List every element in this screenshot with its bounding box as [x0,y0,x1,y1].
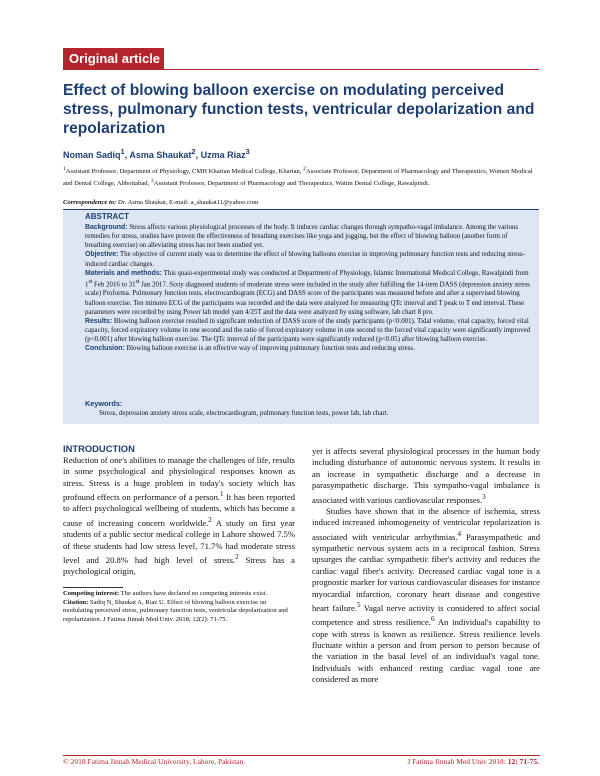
affil-mark: 2 [303,166,306,172]
abstract-conclusion [85,344,533,353]
abstract-methods [85,269,533,317]
author-affil-mark: 1 [120,147,125,156]
body-text: Vagal nerve activity is considered to affect social competence and stress resilience. [312,602,540,628]
abstract-results [85,317,533,344]
section-text: Feb 2016 to 31 [92,281,136,289]
keywords-label: Keywords: [85,399,123,408]
badge-rule [164,69,539,70]
affil-text: Assistant Professor, Department of Pharmacology and Therapeutics, Watim Dental College, Rawalpindi. [153,179,430,187]
section-label: Background: [85,224,128,231]
section-text: Blowing balloon exercise is an effective way of improving pulmonary function tests and reducing stress. [124,345,415,353]
correspondence [63,199,543,208]
introduction-heading: INTRODUCTION [63,443,135,454]
section-label: Conclusion: [85,345,125,353]
ordinal-suffix: st [88,278,93,285]
affil-mark: 3 [150,177,154,184]
section-label: Objective: [85,251,119,259]
section-text: Stress affects various physiological processes of the body. It induces cardiac changes through sympatho-vagal imbalance. Among the various remedies for stress, studies have proven the effectiveness of breathing exercises like yoga and jogging, but the effect of blowing balloon (another form of breathing exercise) on alleviating stress has not been studied yet. [85,224,519,250]
intro-paragraph [63,455,295,578]
section-text: Blowing balloon exercise resulted in significant reduction of DASS score of the study participants (p<0.001). Tidal volume, vital capacity, forced vital capacity, forced expiratory volume in one second and the ratio of forced expiratory volume in one second to the forced vital capacity were significantly improved (p<0.001) after blowing balloon exercise. The QTc interval of the participants were significantly reduced (p<0.05) after blowing balloon exercise. [85,317,531,344]
citation-ref: 3 [482,492,486,501]
section-text: This quasi-experimental study was conducted at Department of Physiology, Islamic International Medical College, Rawalpindi from 1 [85,269,529,289]
author-name: Uzma Riaz [200,150,246,160]
journal-name: J Fatima Jinnah Med Univ 2018: [407,757,508,766]
footnote-divider [63,587,123,588]
section-text: The objective of current study was to determine the effect of blowing balloons exercise in improving pulmonary function tests and reducing stress-induced cardiac changes. [85,251,525,268]
footnotes [63,590,295,624]
article-title: Effect of blowing balloon exercise on modulating perceived stress, pulmonary function tests, ventricular depolarization and repolarization [63,82,535,137]
section-label: Materials and methods: [85,269,162,277]
body-text: An individual's capability to cope with stress is known as resilience. Stress resilience levels fluctuate within a person and from person to person because of the variation in the basal level of an individual's vagal tone. Individuals with enhanced resting cardiac vagal tone are considered as more [312,617,540,685]
section-label: Results: [85,317,113,325]
volume-pages: 12: 71-75. [507,757,539,766]
footer-divider [63,755,540,756]
abstract-background [85,223,533,250]
ordinal-suffix: st [135,278,140,285]
author-name: Noman Sadiq [63,150,121,160]
affiliations [63,165,543,188]
body-text: Studies have shown that in the absence of ischemia, stress induced increased inhomogeneity of ventricular repolarization is associated with ventricular arrhythmias. [312,505,540,542]
author-separator: , [124,150,130,160]
citation-note [63,599,295,625]
body-text: Reduction of one's abilities to manage the challenges of life, results in some psychological and physiological responses known as stress. Stress is a huge problem in today's society which has profound effects on performance of a person. [63,455,295,503]
body-text: Stress has a psychological origin, [63,554,295,577]
copyright-notice: © 2018 Fatima Jinnah Medical University, Lahore, Pakistan. [63,757,246,766]
section-text: Jan 2017. Sixty diagnosed students of moderate stress were included in the study after fulfilling the 14-item DASS (depression anxiety stress scale) Proforma. Pulmonary function tests, electrocardiogram (ECG) and DASS score of the participants was measured before and after a supervised blowing balloon exercise. Ten minutes ECG of the participants was recorded and the data were analyzed for measuring QTc interval and T peak to T end interval. These parameters were recorded by using Power lab model yam 4/25T and the data were analyzed by using software, lab chart 8 pro. [85,281,530,316]
keywords-text: Stress, depression anxiety stress scale, electrocardiogram, pulmonary function tests, power lab, lab chart. [99,410,389,417]
left-column [63,443,295,578]
citation-ref: 2 [235,552,239,561]
abstract-heading: ABSTRACT [85,212,129,221]
journal-reference [407,757,539,766]
author-affil-mark: 3 [245,147,250,156]
author-affil-mark: 2 [191,147,196,156]
abstract-body [85,223,533,353]
right-column [312,446,540,686]
body-text: It has been reported to affect psychological wellbeing of students, which has become a cause of increasing concern worldwide. [63,492,295,528]
abstract-objective [85,250,533,268]
intro-paragraph [312,506,540,686]
footnote-text: Sadiq N, Shaukat A, Riaz U. Effect of blowing balloon exercise on modulating perceived stress, pulmonary function tests, ventricular depolarization and repolarization. J Fatima Jinnah Med Univ. 2018; 12(2): 71-75. [63,598,288,623]
citation-ref: 4 [457,529,462,538]
footnote-text: The authors have declared no competing interests exist. [119,590,268,597]
body-text: Parasympathetic and sympathetic nervous system acts in a reciprocal fashion. Stress upsurges the cardiac sympathetic fiber's activity and reduces the cardiac vagal fiber's activity. Decreased cardiac vagal tone is a prognostic marker for various cardiovascular diseases for instance myocardial infarction, coronary heart disease and congestive heart failure. [312,531,540,613]
affil-mark: 1 [63,166,66,172]
correspondence-label: Correspondence to: [63,199,117,206]
citation-ref: 2 [208,515,212,524]
intro-paragraph [312,446,540,506]
footnote-label: Citation: [63,598,89,606]
author-list [63,147,250,160]
body-text: A study on first year students of a public sector medical college in Lahore showed 7.5% of these students had low stress level, 71.7% had moderate stress level and 20.8% had high level of stress. [63,517,295,565]
article-type-badge: Original article [63,48,164,70]
affil-text: Associate Professor, Department of Pharmacology and Therapeutics, Women Medical and Dental College, Abbottabad, [63,168,533,187]
author-name: Asma Shaukat [129,150,192,160]
correspondence-text: Dr. Asma Shaukat, E-mail: a_shaukat11@yahoo.com [116,199,259,206]
citation-ref: 6 [430,615,435,624]
author-separator: , [195,150,201,160]
body-text: yet it affects several physiological processes in the human body including disturbance of autonomic nervous system. It results in an increase in sympathetic discharge and a decrease in parasympathetic discharge. This sympatho-vagal imbalance is associated with various cardiovascular responses. [312,446,540,505]
competing-interest [63,590,295,599]
citation-ref: 5 [357,601,361,609]
affil-text: Assistant Professor, Department of Physiology, CMH Kharian Medical College, Kharian, [65,168,304,176]
footnote-label: Competing interest: [63,590,120,597]
citation-ref: 1 [220,490,224,499]
